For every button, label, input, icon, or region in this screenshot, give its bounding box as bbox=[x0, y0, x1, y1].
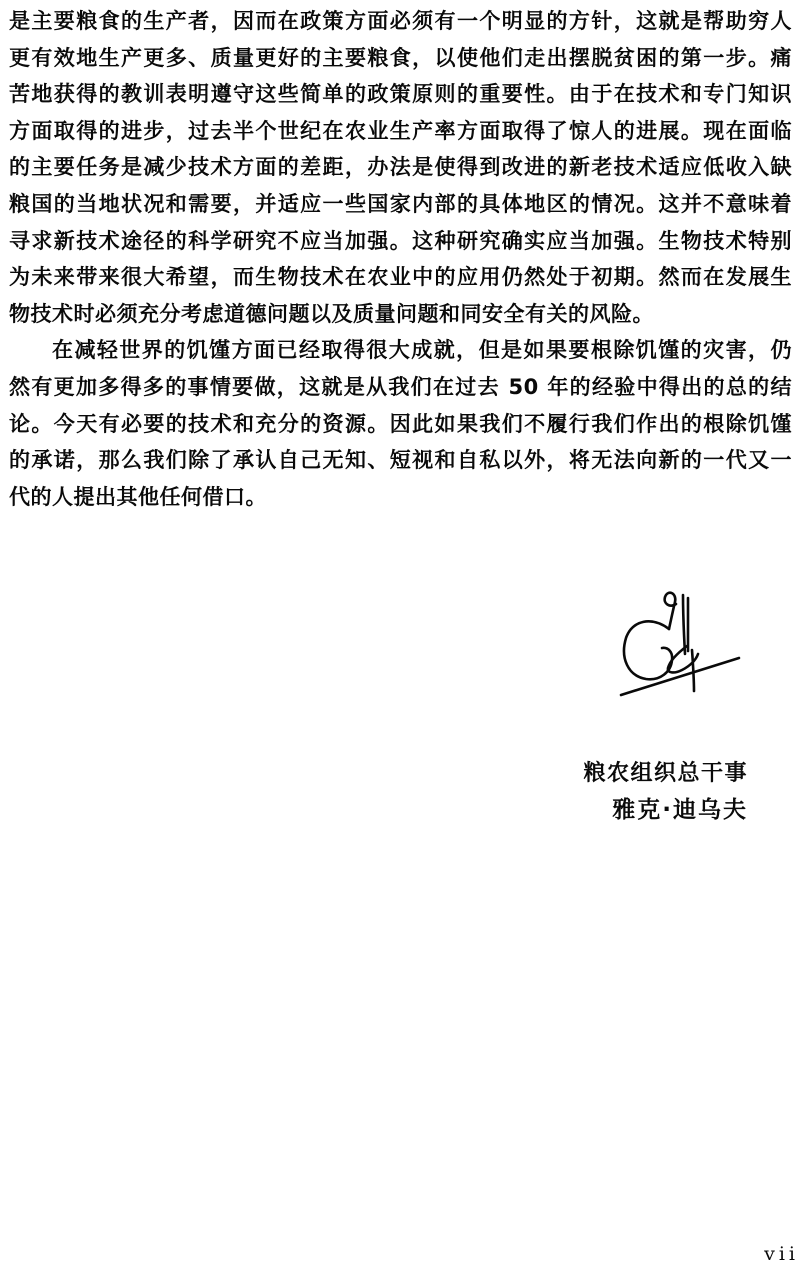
signature-block bbox=[508, 578, 748, 828]
paragraph-2 bbox=[9, 332, 792, 515]
text-line: 更有效地生产更多、质量更好的主要粮食，以使他们走出摆脱贫困的第一步。痛 bbox=[9, 45, 792, 70]
body-text bbox=[9, 0, 792, 515]
text-line: 然有更加多得多的事情要做，这就是从我们在过去 50 年的经验中得出的总的结 bbox=[9, 374, 792, 399]
signer-name: 雅克·迪乌夫 bbox=[612, 797, 748, 823]
text-line: 的承诺，那么我们除了承认自己无知、短视和自私以外，将无法向新的一代又一 bbox=[9, 448, 792, 473]
text-line: 寻求新技术途径的科学研究不应当加强。这种研究确实应当加强。生物技术特别 bbox=[9, 228, 792, 253]
text-line: 的主要任务是减少技术方面的差距，办法是使得到改进的新老技术适应低收入缺 bbox=[9, 155, 792, 180]
text-line: 论。今天有必要的技术和充分的资源。因此如果我们不履行我们作出的根除饥馑 bbox=[9, 411, 792, 436]
text-line: 苦地获得的教训表明遵守这些简单的政策原则的重要性。由于在技术和专门知识 bbox=[9, 82, 792, 107]
text-line: 方面取得的进步，过去半个世纪在农业生产率方面取得了惊人的进展。现在面临 bbox=[9, 118, 792, 143]
handwritten-signature-icon bbox=[608, 578, 748, 708]
text-line: 粮国的当地状况和需要，并适应一些国家内部的具体地区的情况。这并不意味着 bbox=[9, 191, 792, 216]
signer-title: 粮农组织总干事 bbox=[583, 761, 748, 786]
page-number: vii bbox=[764, 1243, 799, 1265]
text-line: 在减轻世界的饥馑方面已经取得很大成就，但是如果要根除饥馑的灾害，仍 bbox=[52, 338, 792, 363]
text-line: 物技术时必须充分考虑道德问题以及质量问题和同安全有关的风险。 bbox=[9, 301, 654, 326]
paragraph-continuation bbox=[9, 3, 792, 332]
text-line: 为未来带来很大希望，而生物技术在农业中的应用仍然处于初期。然而在发展生 bbox=[9, 265, 792, 290]
text-line: 是主要粮食的生产者，因而在政策方面必须有一个明显的方针，这就是帮助穷人 bbox=[9, 9, 792, 33]
text-line: 代的人提出其他任何借口。 bbox=[9, 484, 267, 509]
